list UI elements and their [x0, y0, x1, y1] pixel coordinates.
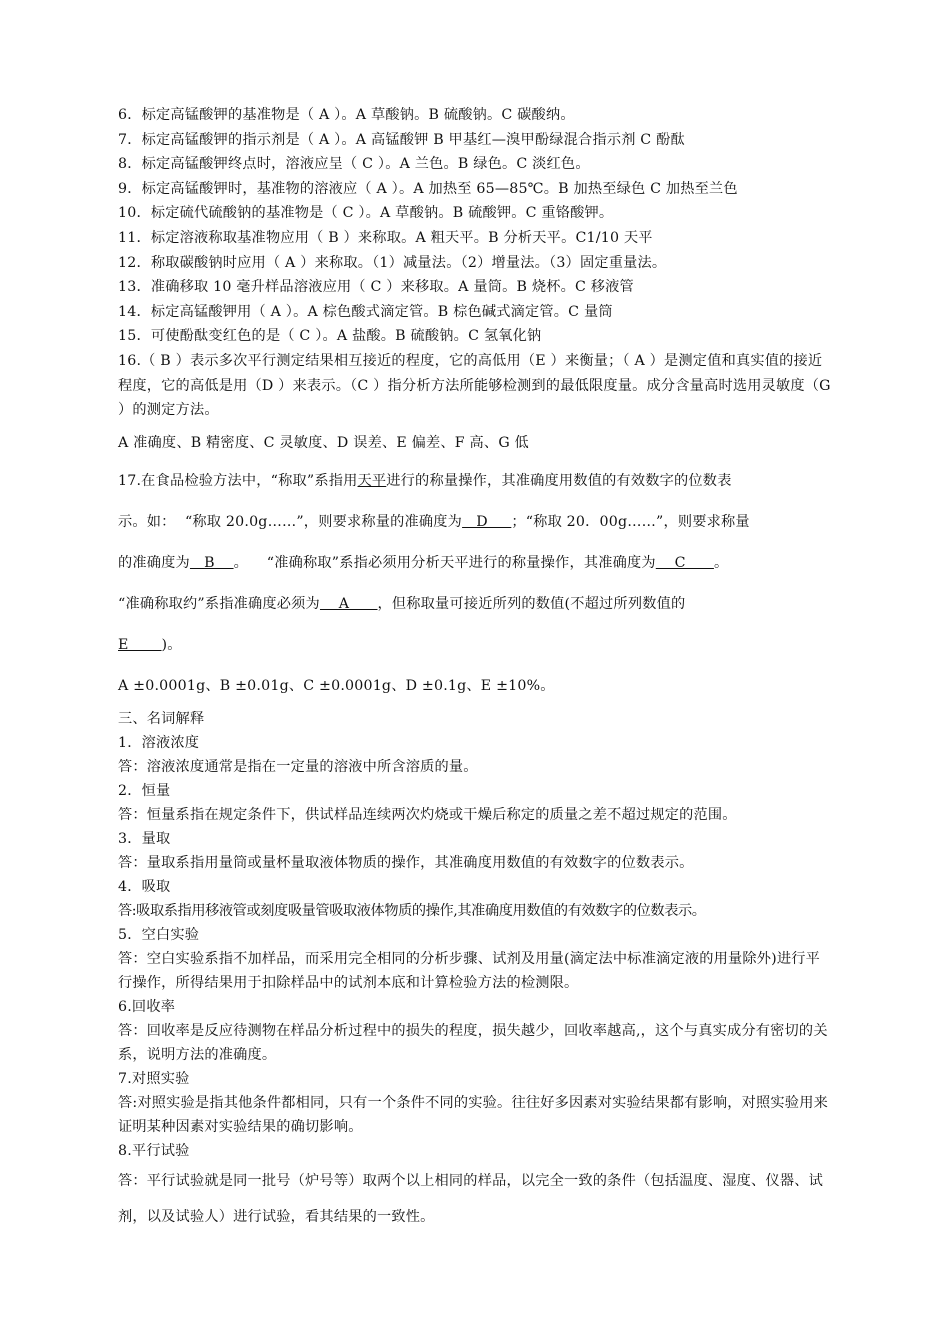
- q17-line-1: 17.在食品检验方法中，“称取”系指用天平进行的称量操作，其准确度用数值的有效数字的位数表: [118, 473, 732, 490]
- document-page: [118, 103, 834, 1235]
- q17-line-3: 的准确度为 B 。 “准确称取”系指必须用分析天平进行的称量操作，其准确度为 C 。: [118, 555, 729, 572]
- question-16-options: A 准确度、B 精密度、C 灵敏度、D 误差、E 偏差、F 高、G 低: [118, 434, 529, 451]
- term-title: 6.回收率: [118, 999, 176, 1016]
- question-list: [118, 103, 834, 349]
- question-17: [118, 461, 834, 707]
- question-13: 13．准确移取 10 毫升样品溶液应用（ C ）来移取。A 量筒。B 烧杯。C 移液管: [118, 279, 634, 296]
- question-15: 15．可使酚酞变红色的是（ C ）。A 盐酸。B 硫酸钠。C 氢氧化钠: [118, 328, 542, 345]
- blank-answer: A: [319, 596, 378, 613]
- blank-answer: B: [189, 555, 234, 572]
- section-heading: 三、名词解释: [118, 711, 205, 728]
- term-answer: 答：恒量系指在规定条件下，供试样品连续两次灼烧或干燥后称定的质量之差不超过规定的范围。: [118, 807, 737, 824]
- blank-answer: C: [655, 555, 714, 572]
- term-answer: 答：量取系指用量筒或量杯量取液体物质的操作，其准确度用数值的有效数字的位数表示。: [118, 855, 694, 872]
- question-8: 8．标定高锰酸钾终点时，溶液应呈（ C ）。A 兰色。B 绿色。C 淡红色。: [118, 156, 590, 173]
- blank-answer: E: [118, 637, 162, 654]
- term-title: 8.平行试验: [118, 1143, 190, 1160]
- question-7: 7．标定高锰酸钾的指示剂是（ A ）。A 高锰酸钾 B 甲基红—溴甲酚绿混合指示剂 C 酚酞: [118, 131, 685, 148]
- term-answer: 答：回收率是反应待测物在样品分析过程中的损失的程度，损失越少，回收率越高,，这个与真实成分有密切的关系，说明方法的准确度。: [118, 1023, 828, 1064]
- q17-line-4: “准确称取约”系指准确度必须为 A ，但称取量可接近所列的数值(不超过所列数值的: [118, 596, 686, 613]
- blank-answer: 天平: [357, 473, 387, 490]
- term-answer: 答:对照实验是指其他条件都相同，只有一个条件不同的实验。往往好多因素对实验结果都有影响，对照实验用来证明某种因素对实验结果的确切影响。: [118, 1095, 828, 1136]
- question-14: 14．标定高锰酸钾用（ A ）。A 棕色酸式滴定管。B 棕色碱式滴定管。C 量筒: [118, 303, 613, 320]
- term-title: 2．恒量: [118, 783, 171, 800]
- question-6: 6．标定高锰酸钾的基准物是（ A ）。A 草酸钠。B 硫酸钠。C 碳酸纳。: [118, 107, 575, 123]
- question-10: 10．标定硫代硫酸钠的基准物是（ C ）。A 草酸钠。B 硫酸钾。C 重铬酸钾。: [118, 205, 614, 222]
- question-9: 9．标定高锰酸钾时，基准物的溶液应（ A ）。A 加热至 65—85℃。B 加热至绿色 C 加热至兰色: [118, 180, 738, 197]
- q17-line-5: E )。: [118, 637, 182, 654]
- term-title: 7.对照实验: [118, 1071, 190, 1088]
- question-16: 16.（ B ）表示多次平行测定结果相互接近的程度，它的高低用（E ）来衡量；（ A ）是测定值和真实值的接近程度，它的高低是用（D ）来表示。（C ）指分析方法所能够检测到的最低限度量。成分含量高时选用灵敏度（G ）的测定方法。: [118, 352, 831, 419]
- question-12: 12．称取碳酸钠时应用（ A ）来称取。（1）减量法。（2）增量法。（3）固定重量法。: [118, 254, 667, 271]
- term-title: 4．吸取: [118, 879, 171, 896]
- term-title: 3．量取: [118, 831, 171, 848]
- section-definitions: [118, 707, 834, 1235]
- question-11: 11．标定溶液称取基准物应用（ B ）来称取。A 粗天平。B 分析天平。C1/10 天平: [118, 229, 653, 246]
- term-answer: 答：空白实验系指不加样品，而采用完全相同的分析步骤、试剂及用量(滴定法中标准滴定液的用量除外)进行平行操作，所得结果用于扣除样品中的试剂本底和计算检验方法的检测限。: [118, 951, 821, 992]
- term-answer: 答:吸取系指用移液管或刻度吸量管吸取液体物质的操作,其准确度用数值的有效数字的位数表示。: [118, 903, 706, 920]
- question-17-options: A ±0.0001g、B ±0.01g、C ±0.0001g、D ±0.1g、E ±10%。: [118, 678, 555, 695]
- term-title: 5．空白实验: [118, 927, 200, 944]
- term-answer: 答：溶液浓度通常是指在一定量的溶液中所含溶质的量。: [118, 759, 478, 776]
- q17-line-2: 示。如： “称取 20.0g……”，则要求称量的准确度为 D ；“称取 20．00g……”，则要求称量: [118, 514, 750, 531]
- term-title: 1．溶液浓度: [118, 735, 200, 752]
- term-answer: 答：平行试验就是同一批号（炉号等）取两个以上相同的样品，以完全一致的条件（包括温度、湿度、仪器、试剂，以及试验人）进行试验，看其结果的一致性。: [118, 1173, 823, 1226]
- blank-answer: D: [462, 514, 512, 531]
